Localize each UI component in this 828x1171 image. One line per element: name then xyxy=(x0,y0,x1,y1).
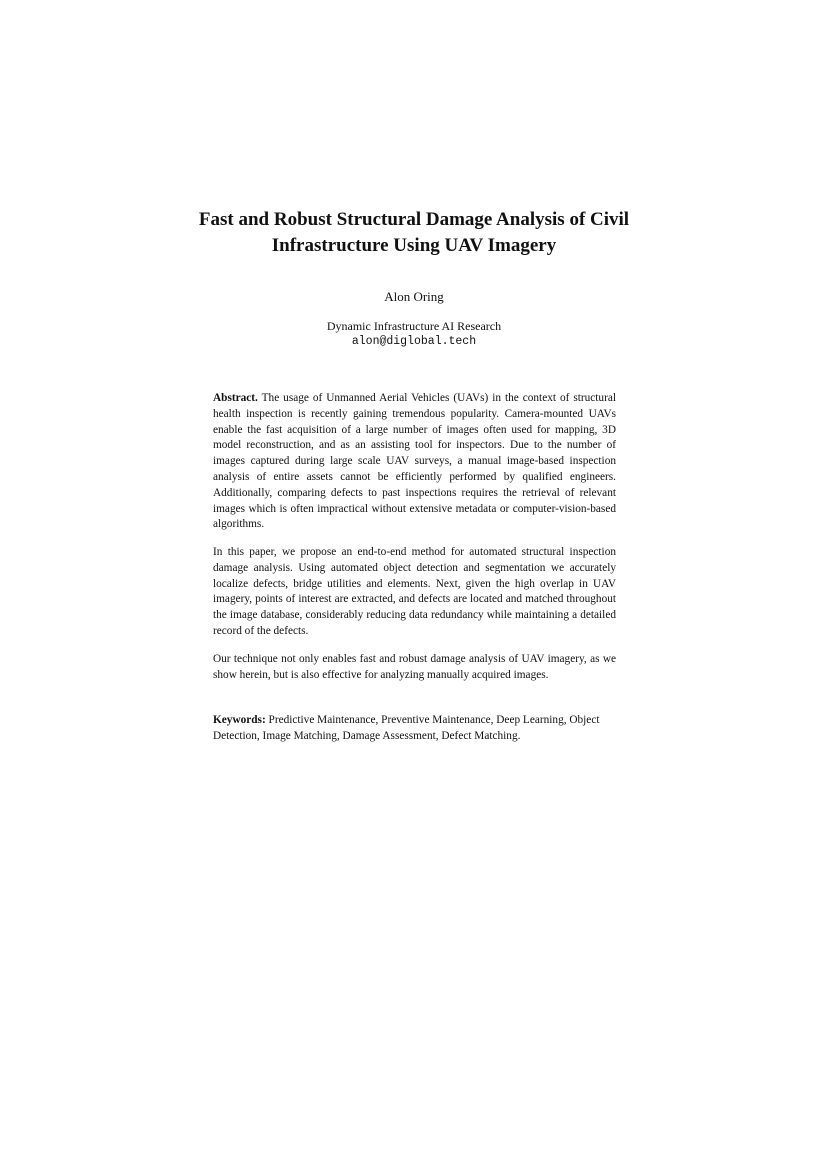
abstract-text: The usage of Unmanned Aerial Vehicles (UAVs) in the context of structural health inspection is recently gaining tremendous popularity. Camera-mounted UAVs enable the fast acquisition of a large number of images often used for mapping, 3D model reconstruction, and as an assisting tool for inspectors. Due to the number of images captured during large scale UAV surveys, a manual image-based inspection analysis of entire assets cannot be efficiently performed by qualified engineers. Additionally, comparing defects to past inspections requires the retrieval of relevant images which is often impractical without extensive metadata or computer-vision-based algorithms. xyxy=(213,392,616,531)
abstract-label: Abstract. xyxy=(213,392,258,404)
paper-title: Fast and Robust Structural Damage Analysis of Civil Infrastructure Using UAV Imagery xyxy=(198,209,630,256)
author-email: alon@diglobal.tech xyxy=(351,335,477,348)
body-paragraph-method: In this paper, we propose an end-to-end method for automated structural inspection damage analysis. Using automated object detection and segmentation we accurately localize defects, bridge utilities and elements. Next, given the high overlap in UAV imagery, points of interest are extracted, and defects are located and matched throughout the image database, considerably reducing data redundancy while maintaining a detailed record of the defects. xyxy=(213,546,616,637)
author-name: Alon Oring xyxy=(384,289,444,304)
abstract-paragraph xyxy=(213,391,616,533)
body-paragraph-technique: Our technique not only enables fast and robust damage analysis of UAV imagery, as we show herein, but is also effective for analyzing manually acquired images. xyxy=(213,653,616,681)
keywords-text: Predictive Maintenance, Preventive Maintenance, Deep Learning, Object Detection, Image Matching, Damage Assessment, Defect Matching. xyxy=(213,714,600,742)
keywords-paragraph xyxy=(213,713,616,745)
keywords-label: Keywords: xyxy=(213,714,266,726)
author-affiliation: Dynamic Infrastructure AI Research xyxy=(326,319,502,333)
